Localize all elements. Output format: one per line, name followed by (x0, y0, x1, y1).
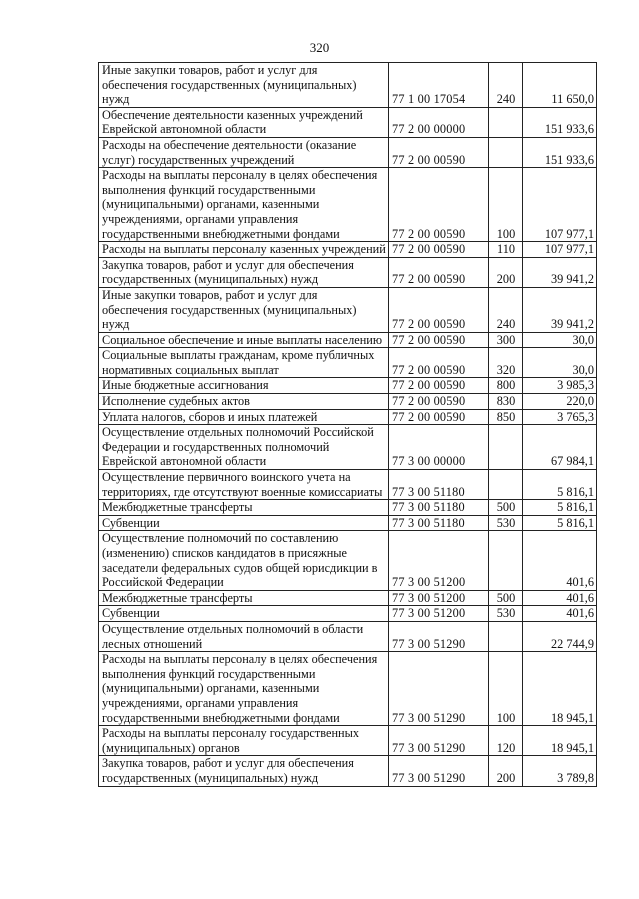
target-code-cell: 77 3 00 51180 (389, 500, 489, 516)
expense-name-cell: Расходы на выплаты персоналу в целях обеспечения выполнения функций государственными (муниципальными) органами, казенными учреждениями, органами управления государственными внебюджетными фондами (99, 652, 389, 726)
expense-name-cell: Закупка товаров, работ и услуг для обеспечения государственных (муниципальных) нужд (99, 756, 389, 786)
expense-name-cell: Социальное обеспечение и иные выплаты населению (99, 332, 389, 348)
amount-cell: 18 945,1 (523, 652, 597, 726)
expense-name-cell: Социальные выплаты гражданам, кроме публичных нормативных социальных выплат (99, 348, 389, 378)
expense-name-cell: Межбюджетные трансферты (99, 500, 389, 516)
expense-name-cell: Уплата налогов, сборов и иных платежей (99, 409, 389, 425)
budget-table-body (99, 63, 597, 787)
expense-name-cell: Осуществление полномочий по составлению (изменению) списков кандидатов в присяжные заседатели федеральных судов общей юрисдикции в Российской Федерации (99, 531, 389, 590)
expense-name-cell: Осуществление отдельных полномочий в области лесных отношений (99, 621, 389, 651)
target-code-cell: 77 2 00 00590 (389, 168, 489, 242)
target-code-cell: 77 3 00 51200 (389, 606, 489, 622)
expense-name-cell: Расходы на выплаты персоналу казенных учреждений (99, 242, 389, 258)
target-code-cell: 77 2 00 00590 (389, 378, 489, 394)
table-row (99, 515, 597, 531)
expense-type-cell (489, 621, 523, 651)
expense-name-cell: Закупка товаров, работ и услуг для обеспечения государственных (муниципальных) нужд (99, 257, 389, 287)
amount-cell: 107 977,1 (523, 168, 597, 242)
amount-cell: 39 941,2 (523, 287, 597, 332)
expense-type-cell: 200 (489, 756, 523, 786)
expense-type-cell: 100 (489, 652, 523, 726)
expense-type-cell: 530 (489, 515, 523, 531)
table-row (99, 137, 597, 167)
expense-type-cell: 100 (489, 168, 523, 242)
table-row (99, 168, 597, 242)
amount-cell: 3 985,3 (523, 378, 597, 394)
table-row (99, 107, 597, 137)
expense-type-cell: 240 (489, 63, 523, 108)
table-row (99, 590, 597, 606)
expense-type-cell (489, 425, 523, 470)
amount-cell: 5 816,1 (523, 470, 597, 500)
expense-type-cell (489, 107, 523, 137)
target-code-cell: 77 2 00 00590 (389, 348, 489, 378)
target-code-cell: 77 3 00 51200 (389, 531, 489, 590)
target-code-cell: 77 3 00 51180 (389, 470, 489, 500)
table-row (99, 756, 597, 786)
target-code-cell: 77 3 00 00000 (389, 425, 489, 470)
amount-cell: 11 650,0 (523, 63, 597, 108)
amount-cell: 401,6 (523, 590, 597, 606)
table-row (99, 500, 597, 516)
target-code-cell: 77 3 00 51290 (389, 756, 489, 786)
target-code-cell: 77 2 00 00590 (389, 137, 489, 167)
table-row (99, 348, 597, 378)
amount-cell: 18 945,1 (523, 726, 597, 756)
expense-type-cell: 300 (489, 332, 523, 348)
expense-name-cell: Субвенции (99, 606, 389, 622)
target-code-cell: 77 2 00 00000 (389, 107, 489, 137)
target-code-cell: 77 3 00 51290 (389, 621, 489, 651)
expense-type-cell: 500 (489, 500, 523, 516)
target-code-cell: 77 3 00 51290 (389, 652, 489, 726)
target-code-cell: 77 3 00 51200 (389, 590, 489, 606)
table-row (99, 242, 597, 258)
amount-cell: 401,6 (523, 606, 597, 622)
expense-name-cell: Осуществление отдельных полномочий Российской Федерации и государственных полномочий Еврейской автономной области (99, 425, 389, 470)
expense-name-cell: Расходы на выплаты персоналу в целях обеспечения выполнения функций государственными (муниципальными) органами, казенными учреждениями, органами управления государственными внебюджетными фондами (99, 168, 389, 242)
table-row (99, 621, 597, 651)
target-code-cell: 77 2 00 00590 (389, 257, 489, 287)
expense-type-cell: 110 (489, 242, 523, 258)
expense-type-cell: 120 (489, 726, 523, 756)
target-code-cell: 77 1 00 17054 (389, 63, 489, 108)
target-code-cell: 77 2 00 00590 (389, 394, 489, 410)
expense-name-cell: Иные бюджетные ассигнования (99, 378, 389, 394)
table-row (99, 378, 597, 394)
table-row (99, 63, 597, 108)
amount-cell: 39 941,2 (523, 257, 597, 287)
amount-cell: 151 933,6 (523, 107, 597, 137)
amount-cell: 22 744,9 (523, 621, 597, 651)
amount-cell: 107 977,1 (523, 242, 597, 258)
expense-type-cell: 500 (489, 590, 523, 606)
page-number: 320 (309, 40, 330, 55)
expense-name-cell: Расходы на обеспечение деятельности (оказание услуг) государственных учреждений (99, 137, 389, 167)
amount-cell: 30,0 (523, 348, 597, 378)
amount-cell: 3 789,8 (523, 756, 597, 786)
expense-name-cell: Межбюджетные трансферты (99, 590, 389, 606)
expense-type-cell: 200 (489, 257, 523, 287)
target-code-cell: 77 2 00 00590 (389, 242, 489, 258)
amount-cell: 5 816,1 (523, 500, 597, 516)
table-row (99, 606, 597, 622)
expense-name-cell: Исполнение судебных актов (99, 394, 389, 410)
target-code-cell: 77 3 00 51290 (389, 726, 489, 756)
expense-type-cell: 830 (489, 394, 523, 410)
table-row (99, 394, 597, 410)
budget-table (98, 62, 597, 787)
amount-cell: 67 984,1 (523, 425, 597, 470)
expense-type-cell: 850 (489, 409, 523, 425)
expense-name-cell: Осуществление первичного воинского учета на территориях, где отсутствуют военные комиссариаты (99, 470, 389, 500)
amount-cell: 220,0 (523, 394, 597, 410)
table-row (99, 652, 597, 726)
expense-type-cell: 800 (489, 378, 523, 394)
expense-type-cell (489, 137, 523, 167)
expense-type-cell: 320 (489, 348, 523, 378)
expense-type-cell (489, 531, 523, 590)
table-row (99, 287, 597, 332)
table-row (99, 726, 597, 756)
table-row (99, 332, 597, 348)
amount-cell: 30,0 (523, 332, 597, 348)
expense-type-cell (489, 470, 523, 500)
table-row (99, 425, 597, 470)
expense-type-cell: 240 (489, 287, 523, 332)
amount-cell: 401,6 (523, 531, 597, 590)
expense-name-cell: Обеспечение деятельности казенных учреждений Еврейской автономной области (99, 107, 389, 137)
amount-cell: 151 933,6 (523, 137, 597, 167)
table-row (99, 470, 597, 500)
expense-name-cell: Субвенции (99, 515, 389, 531)
target-code-cell: 77 2 00 00590 (389, 409, 489, 425)
table-row (99, 531, 597, 590)
amount-cell: 3 765,3 (523, 409, 597, 425)
expense-name-cell: Иные закупки товаров, работ и услуг для обеспечения государственных (муниципальных) нужд (99, 63, 389, 108)
table-row (99, 257, 597, 287)
target-code-cell: 77 2 00 00590 (389, 332, 489, 348)
expense-name-cell: Иные закупки товаров, работ и услуг для обеспечения государственных (муниципальных) нужд (99, 287, 389, 332)
expense-name-cell: Расходы на выплаты персоналу государственных (муниципальных) органов (99, 726, 389, 756)
target-code-cell: 77 3 00 51180 (389, 515, 489, 531)
target-code-cell: 77 2 00 00590 (389, 287, 489, 332)
expense-type-cell: 530 (489, 606, 523, 622)
amount-cell: 5 816,1 (523, 515, 597, 531)
table-row (99, 409, 597, 425)
